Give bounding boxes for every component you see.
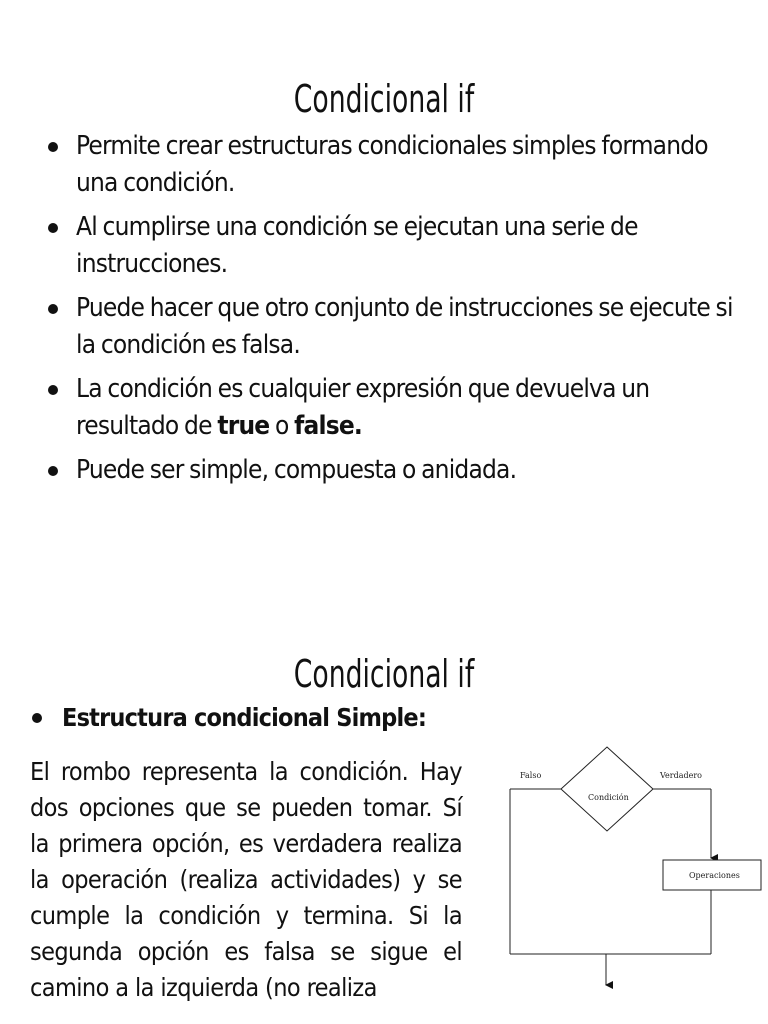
bullet-item: Puede ser simple, compuesta o anidada. — [44, 452, 734, 489]
slide2-title: Condicional if — [293, 652, 475, 697]
condition-label: Condición — [588, 793, 629, 802]
bullet-text: La condición es cualquier expresión que devuelva un resultado de — [76, 374, 650, 441]
bullet-item: Al cumplirse una condición se ejecutan una serie de instrucciones. — [44, 209, 734, 283]
true-label: Verdadero — [660, 771, 702, 780]
operation-label: Operaciones — [689, 871, 740, 880]
bullet-text-connector: o — [269, 411, 295, 441]
false-label: Falso — [520, 771, 542, 780]
false-keyword: false. — [294, 411, 362, 441]
bullet-item: Permite crear estructuras condicionales simples formando una condición. — [44, 128, 734, 202]
slide1-title: Condicional if — [293, 77, 475, 122]
slide1-bullet-list — [44, 128, 734, 496]
flowchart-diagram — [500, 740, 764, 1010]
bullet-item — [44, 371, 734, 445]
true-keyword: true — [217, 411, 270, 441]
section-heading: Estructura condicional Simple: — [32, 700, 426, 736]
condition-diamond — [561, 747, 653, 831]
bullet-item: Puede hacer que otro conjunto de instrucciones se ejecute si la condición es falsa. — [44, 290, 734, 364]
description-paragraph: El rombo representa la condición. Hay dos opciones que se pueden tomar. Sí la primera opción, es verdadera realiza la operación (realiza actividades) y se cumple la condición y termina. Si la segunda opción es falsa se sigue el camino a la izquierda (no realiza — [30, 757, 462, 1002]
